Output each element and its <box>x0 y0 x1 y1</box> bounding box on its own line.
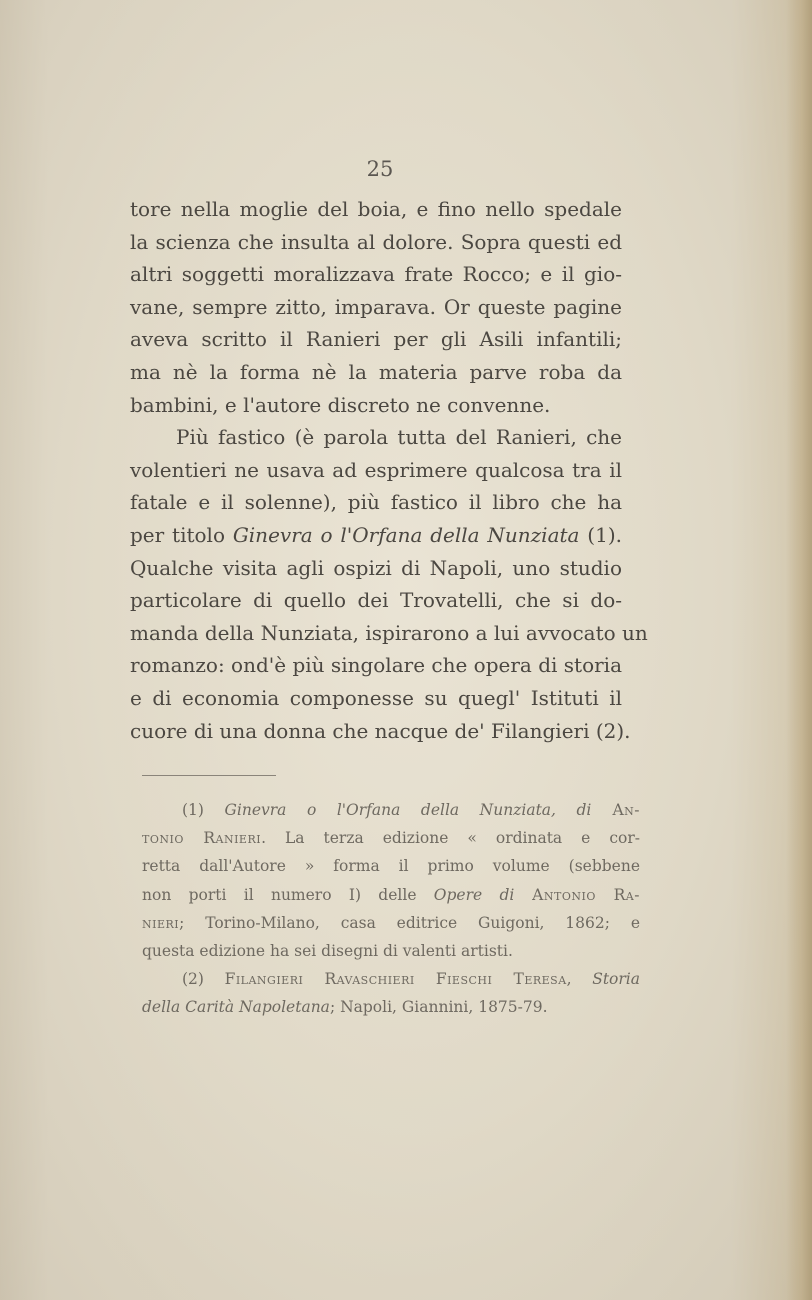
body-line: fatale e il solenne), più fastico il libro che ha <box>130 490 622 515</box>
body-line: Più fastico (è parola tutta del Ranieri, che <box>176 425 622 450</box>
footnote-text: , <box>566 970 593 989</box>
body-line: cuore di una donna che nacque de' Filangieri (2). <box>130 718 631 743</box>
footnote-author: An- <box>591 801 641 819</box>
footnote-text: . La terza edizione « ordinata e cor- <box>261 829 640 848</box>
footnote-separator <box>142 775 276 776</box>
body-line: altri soggetti moralizzava frate Rocco; e il gio- <box>130 262 622 287</box>
body-line: la scienza che insulta al dolore. Sopra questi ed <box>130 229 622 254</box>
body-line: volentieri ne usava ad esprimere qualcosa tra il <box>130 457 622 482</box>
page-number: 25 <box>366 157 394 181</box>
body-text-segment: per titolo <box>130 522 233 547</box>
body-line: e di economia componesse su quegl' Istituti il <box>130 685 622 710</box>
body-line: Qualche visita agli ospizi di Napoli, uno studio <box>130 555 622 580</box>
footnote-line <box>142 909 640 937</box>
footnote-author: Filangieri Ravaschieri Fieschi Teresa <box>224 970 567 989</box>
footnote-text: non porti il numero I) delle <box>142 885 434 904</box>
footnote-line <box>142 796 640 824</box>
body-line: tore nella moglie del boia, e fino nello spedale <box>130 197 622 221</box>
body-text <box>130 193 648 747</box>
body-line <box>130 519 622 552</box>
body-line: bambini, e l'autore discreto ne convenne. <box>130 392 551 417</box>
footnote-text: ; Torino-Milano, casa editrice Guigoni, 1862; e <box>179 913 640 932</box>
footnote-author: nieri <box>142 913 180 932</box>
footnote-title: della Carità Napoletana <box>142 998 330 1017</box>
footnote-line <box>142 881 640 909</box>
footnote-author: Antonio Ra- <box>514 885 640 904</box>
body-line: ma nè la forma nè la materia parve roba da <box>130 359 622 384</box>
footnote-line: retta dall'Autore » forma il primo volume (sebbene <box>142 857 640 876</box>
footnote-line: questa edizione ha sei disegni di valenti artisti. <box>142 942 513 961</box>
footnotes <box>142 796 640 1022</box>
footnote-author: tonio Ranieri <box>142 829 262 848</box>
body-line: particolare di quello dei Trovatelli, che si do- <box>130 588 622 613</box>
footnote-title: Ginevra o l'Orfana della Nunziata, di <box>224 801 592 819</box>
footnote-title: Opere di <box>433 885 515 904</box>
body-line: aveva scritto il Ranieri per gli Asili infantili; <box>130 327 622 352</box>
body-line: manda della Nunziata, ispirarono a lui avvocato un <box>130 620 648 645</box>
footnote-title: Storia <box>592 970 640 989</box>
body-line: romanzo: ond'è più singolare che opera di storia <box>130 653 622 678</box>
footnote-text: ; Napoli, Giannini, 1875-79. <box>329 998 548 1017</box>
footnote-marker: (1) <box>182 801 225 819</box>
page-edge-shadow <box>786 0 812 1300</box>
footnote-line <box>142 965 640 993</box>
footnote-marker: (2) <box>182 970 225 989</box>
footnote-line <box>142 993 640 1021</box>
footnote-line <box>142 824 640 852</box>
book-title: Ginevra o l'Orfana della Nunziata <box>232 522 580 547</box>
body-line: vane, sempre zitto, imparava. Or queste pagine <box>130 294 622 319</box>
footnote-ref: (1). <box>579 522 622 547</box>
